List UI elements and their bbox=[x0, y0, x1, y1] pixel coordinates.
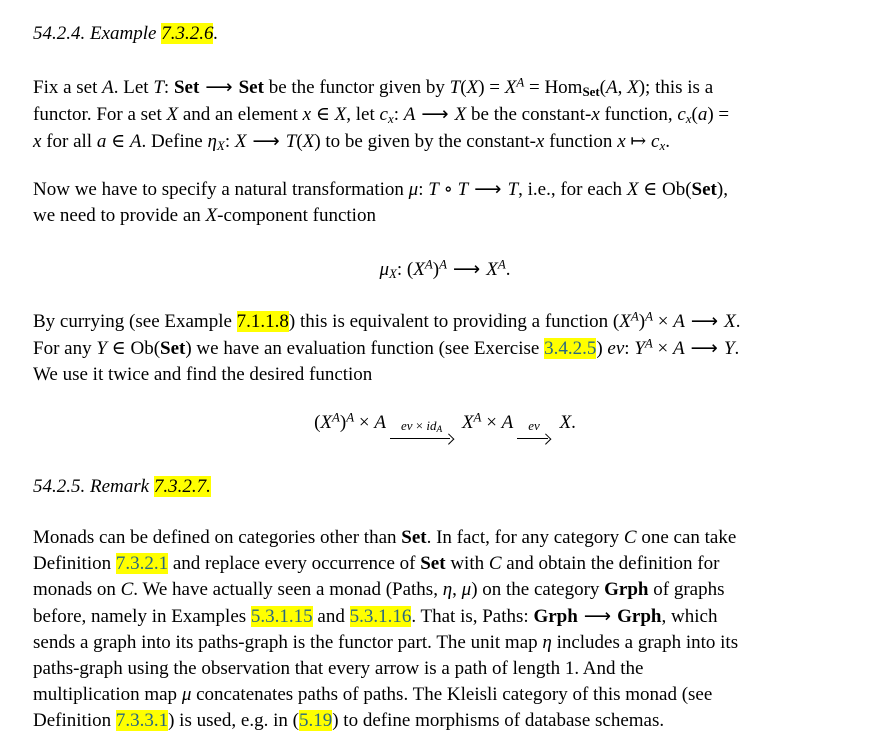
right-arrow-glyph: ⟶ bbox=[453, 258, 481, 280]
text-run: X bbox=[619, 311, 631, 332]
text-run: ev bbox=[607, 338, 625, 359]
right-arrow-glyph: ⟶ bbox=[252, 130, 280, 152]
text-run: μ bbox=[181, 684, 192, 706]
text-run: , bbox=[452, 579, 462, 601]
text-run: includes a graph into its bbox=[551, 632, 739, 654]
right-arrow-icon bbox=[390, 434, 453, 443]
text-run: . bbox=[665, 131, 670, 152]
text-run: and bbox=[312, 606, 350, 628]
text-run: X bbox=[504, 77, 517, 98]
text-run: C bbox=[488, 553, 502, 575]
text-run: η bbox=[442, 579, 453, 601]
text-run: ∈ bbox=[311, 104, 335, 125]
text-run: x bbox=[659, 137, 666, 153]
text-run: X bbox=[454, 104, 467, 125]
text-run: sends a graph into its paths-graph is the functor part. The unit map bbox=[33, 632, 543, 654]
text-line bbox=[33, 474, 857, 500]
text-run: × bbox=[652, 311, 674, 332]
text-run: ( bbox=[691, 104, 698, 125]
text-run: A bbox=[102, 77, 114, 98]
text-run: Now we have to specify a natural transformation bbox=[33, 179, 409, 200]
labeled-arrow bbox=[517, 419, 551, 443]
right-arrow-glyph: ⟶ bbox=[421, 103, 449, 125]
text-run: A bbox=[673, 311, 685, 332]
text-run: ( bbox=[314, 412, 321, 433]
text-run: A bbox=[644, 335, 653, 351]
highlighted-ref[interactable]: 7.3.3.1 bbox=[115, 710, 169, 732]
text-run: before, namely in Examples bbox=[33, 606, 251, 628]
text-line bbox=[33, 682, 857, 708]
text-run: A bbox=[374, 412, 386, 433]
text-run: x bbox=[591, 104, 600, 125]
text-run: , i.e., for each bbox=[518, 179, 627, 200]
text-run: X bbox=[205, 205, 218, 226]
text-run: A bbox=[606, 77, 618, 98]
text-line bbox=[33, 128, 857, 155]
text-run: function, bbox=[599, 104, 678, 125]
text-run: , which bbox=[661, 606, 718, 628]
text-run: Set bbox=[238, 77, 264, 98]
text-run: T bbox=[153, 77, 164, 98]
text-run: X bbox=[302, 131, 315, 152]
text-run: for all bbox=[41, 131, 97, 152]
text-run: Y bbox=[723, 338, 735, 359]
text-run: X bbox=[559, 412, 572, 433]
text-run: ) we have an evaluation function (see Exercise bbox=[185, 338, 545, 359]
text-run: 54.2.5. Remark bbox=[33, 476, 154, 498]
text-run: x bbox=[535, 131, 545, 152]
text-run: ∈ bbox=[106, 131, 130, 152]
text-line bbox=[33, 551, 857, 577]
text-run: Y bbox=[96, 338, 107, 359]
text-run: multiplication map bbox=[33, 684, 182, 706]
text-run: × bbox=[481, 412, 502, 433]
text-run: ) is used, e.g. in ( bbox=[168, 710, 299, 732]
text-run: c bbox=[651, 131, 660, 152]
arrow-label bbox=[517, 419, 551, 434]
paragraph-monads-remark bbox=[33, 525, 857, 734]
labeled-arrow bbox=[390, 419, 453, 443]
text-run: ) bbox=[638, 311, 646, 332]
text-run: Grph bbox=[617, 606, 662, 628]
text-run: X bbox=[466, 77, 479, 98]
text-run: . bbox=[505, 259, 511, 280]
text-run: A bbox=[332, 409, 340, 425]
text-run: ) to define morphisms of database schemas. bbox=[332, 710, 665, 732]
text-run: By currying (see Example bbox=[33, 311, 237, 332]
highlighted-ref[interactable]: 7.3.2.6 bbox=[161, 23, 214, 44]
highlighted-ref[interactable]: 5.19 bbox=[298, 710, 333, 732]
text-run: ( bbox=[599, 77, 606, 98]
text-run: X bbox=[626, 179, 639, 200]
text-line bbox=[33, 176, 857, 203]
text-run: and replace every occurrence of bbox=[168, 553, 421, 575]
highlighted-ref[interactable]: 7.1.1.8 bbox=[236, 311, 289, 332]
text-run: function bbox=[544, 131, 618, 152]
text-run: A bbox=[436, 425, 443, 436]
text-run: X bbox=[724, 311, 736, 332]
text-run: T bbox=[449, 77, 461, 98]
text-run: : ( bbox=[396, 259, 414, 280]
text-run: be the constant- bbox=[466, 104, 592, 125]
text-run: T bbox=[285, 131, 297, 152]
text-run: and obtain the definition for bbox=[501, 553, 720, 575]
text-run: A bbox=[673, 338, 685, 359]
text-run: A bbox=[403, 104, 416, 125]
text-run: Definition bbox=[33, 710, 116, 732]
text-run: 54.2.4. Example bbox=[33, 23, 162, 44]
text-run: : bbox=[624, 338, 635, 359]
text-run: X bbox=[413, 259, 425, 280]
paragraph-currying bbox=[33, 308, 857, 388]
text-run: For any bbox=[33, 338, 97, 359]
text-run: one can take bbox=[636, 527, 737, 549]
text-run: Set bbox=[173, 77, 200, 98]
text-run: × bbox=[412, 418, 427, 434]
text-run: . That is, Paths: bbox=[411, 606, 534, 628]
arrow-label bbox=[390, 419, 453, 434]
text-line bbox=[33, 335, 857, 362]
text-run: we need to provide an bbox=[33, 205, 206, 226]
text-run: . bbox=[213, 23, 219, 44]
text-run: ) = bbox=[707, 104, 730, 125]
text-run: , let bbox=[346, 104, 380, 125]
text-run: μ bbox=[461, 579, 472, 601]
text-run: -component function bbox=[217, 205, 376, 226]
text-run: be the functor given by bbox=[263, 77, 450, 98]
text-run: = Hom bbox=[524, 77, 583, 98]
text-run: . bbox=[734, 338, 740, 359]
text-line bbox=[33, 410, 857, 443]
text-run: Y bbox=[634, 338, 645, 359]
text-run: x bbox=[33, 131, 42, 152]
text-run: Grph bbox=[533, 606, 578, 628]
text-run: ) bbox=[596, 338, 608, 359]
text-run: Set bbox=[160, 338, 186, 359]
text-run: Set bbox=[420, 553, 446, 575]
text-run: T bbox=[428, 179, 439, 200]
display-equation-evaluation bbox=[33, 408, 857, 451]
text-run: Grph bbox=[604, 579, 649, 601]
text-run: X bbox=[388, 265, 397, 281]
text-run: ) this is equivalent to providing a function ( bbox=[288, 311, 620, 332]
text-run: A bbox=[346, 409, 355, 425]
text-line bbox=[33, 708, 857, 734]
section-heading-remark bbox=[33, 474, 857, 500]
text-line bbox=[33, 577, 857, 603]
text-line bbox=[33, 603, 857, 630]
text-run: C bbox=[120, 579, 134, 601]
text-run: Set bbox=[401, 527, 427, 549]
text-run: A bbox=[645, 308, 653, 324]
text-line bbox=[33, 21, 857, 47]
text-run: ( bbox=[460, 77, 467, 98]
right-arrow-glyph: ⟶ bbox=[474, 178, 502, 200]
text-run: : bbox=[163, 77, 174, 98]
text-run: Set bbox=[691, 179, 717, 200]
text-run: A bbox=[424, 256, 433, 272]
paragraph-natural-transformation bbox=[33, 176, 857, 229]
text-run: ), bbox=[716, 179, 728, 200]
text-run: of graphs bbox=[648, 579, 725, 601]
right-arrow-glyph: ⟶ bbox=[205, 76, 233, 98]
text-run: monads on bbox=[33, 579, 121, 601]
text-run: μ bbox=[408, 179, 419, 200]
text-run: ); this is a bbox=[638, 77, 714, 98]
text-run: η bbox=[542, 632, 552, 654]
text-line bbox=[33, 362, 857, 388]
text-run: We use it twice and find the desired function bbox=[33, 364, 373, 385]
text-run: : bbox=[393, 104, 404, 125]
text-run: A bbox=[501, 412, 514, 433]
text-line bbox=[33, 525, 857, 551]
text-line bbox=[33, 74, 857, 101]
text-run: X bbox=[320, 412, 333, 433]
text-run: ) bbox=[339, 412, 347, 433]
text-line bbox=[33, 203, 857, 229]
text-run: . Define bbox=[141, 131, 208, 152]
text-run: ) bbox=[432, 259, 440, 280]
highlighted-ref[interactable]: 5.3.1.15 bbox=[250, 606, 313, 628]
text-run: : bbox=[418, 179, 429, 200]
highlighted-ref[interactable]: 7.3.2.7. bbox=[153, 476, 211, 498]
text-run: c bbox=[379, 104, 388, 125]
text-run: X bbox=[234, 131, 247, 152]
text-run: with bbox=[445, 553, 489, 575]
text-run: Fix a set bbox=[33, 77, 103, 98]
text-run: ( bbox=[296, 131, 303, 152]
text-run: c bbox=[677, 104, 686, 125]
text-run: x bbox=[387, 110, 394, 126]
right-arrow-glyph: ⟶ bbox=[690, 337, 718, 359]
text-run: μ bbox=[379, 259, 389, 280]
text-run: x bbox=[685, 110, 692, 126]
text-run: . In fact, for any category bbox=[426, 527, 624, 549]
text-run: ) to be given by the constant- bbox=[314, 131, 536, 152]
right-arrow-glyph: ⟶ bbox=[583, 605, 612, 628]
text-line bbox=[33, 630, 857, 656]
text-run: ev bbox=[528, 418, 540, 434]
paragraph-functor-definition bbox=[33, 74, 857, 155]
text-run: . bbox=[571, 412, 576, 433]
text-run: X bbox=[627, 77, 639, 98]
right-arrow-glyph: ⟶ bbox=[690, 310, 719, 332]
text-run: ev bbox=[400, 418, 413, 434]
text-run: T bbox=[457, 179, 469, 200]
text-run: A bbox=[497, 256, 506, 272]
text-run: A bbox=[630, 308, 639, 324]
text-line bbox=[33, 308, 857, 335]
text-run: Set bbox=[582, 83, 600, 99]
text-run: ↦ bbox=[625, 131, 652, 152]
text-run: Definition bbox=[33, 553, 116, 575]
text-run: . We have actually seen a monad (Paths, bbox=[133, 579, 443, 601]
text-run: X bbox=[166, 104, 179, 125]
text-run: A bbox=[516, 74, 525, 90]
text-run: : bbox=[224, 131, 235, 152]
text-run: A bbox=[473, 409, 482, 425]
section-heading-example bbox=[33, 21, 857, 47]
text-run: ) on the category bbox=[471, 579, 605, 601]
text-run: a bbox=[697, 104, 708, 125]
text-run: ∈ Ob( bbox=[106, 338, 161, 359]
highlighted-ref[interactable]: 5.3.1.16 bbox=[349, 606, 412, 628]
text-run: concatenates paths of paths. The Kleisli category of this monad (see bbox=[191, 684, 713, 706]
text-run: × bbox=[652, 338, 674, 359]
text-run: , bbox=[617, 77, 628, 98]
text-run: C bbox=[623, 527, 637, 549]
text-run: X bbox=[461, 412, 474, 433]
text-run: . bbox=[735, 311, 741, 332]
right-arrow-icon bbox=[517, 434, 551, 443]
text-run: and an element bbox=[178, 104, 303, 125]
text-run: Monads can be defined on categories other than bbox=[33, 527, 402, 549]
text-run: . Let bbox=[113, 77, 154, 98]
text-run: A bbox=[439, 256, 447, 272]
text-line bbox=[33, 256, 857, 283]
text-run: ∈ Ob( bbox=[638, 179, 692, 200]
highlighted-ref[interactable]: 7.3.2.1 bbox=[115, 553, 169, 575]
text-run: ∘ bbox=[438, 179, 458, 200]
text-line bbox=[33, 656, 857, 682]
text-run: functor. For a set bbox=[33, 104, 167, 125]
text-run: X bbox=[216, 137, 225, 153]
text-run: id bbox=[426, 418, 437, 434]
text-run: η bbox=[207, 131, 217, 152]
text-run: X bbox=[334, 104, 347, 125]
text-run: x bbox=[302, 104, 312, 125]
text-run: x bbox=[617, 131, 626, 152]
text-run: A bbox=[129, 131, 142, 152]
text-run: ) = bbox=[478, 77, 505, 98]
text-run: paths-graph using the observation that every arrow is a path of length 1. And the bbox=[33, 658, 644, 680]
text-run: × bbox=[354, 412, 375, 433]
text-line bbox=[33, 101, 857, 128]
display-equation-mu-component bbox=[33, 253, 857, 289]
text-run: T bbox=[507, 179, 519, 200]
text-run: X bbox=[486, 259, 498, 280]
highlighted-ref[interactable]: 3.4.2.5 bbox=[544, 338, 597, 359]
text-run: a bbox=[96, 131, 107, 152]
